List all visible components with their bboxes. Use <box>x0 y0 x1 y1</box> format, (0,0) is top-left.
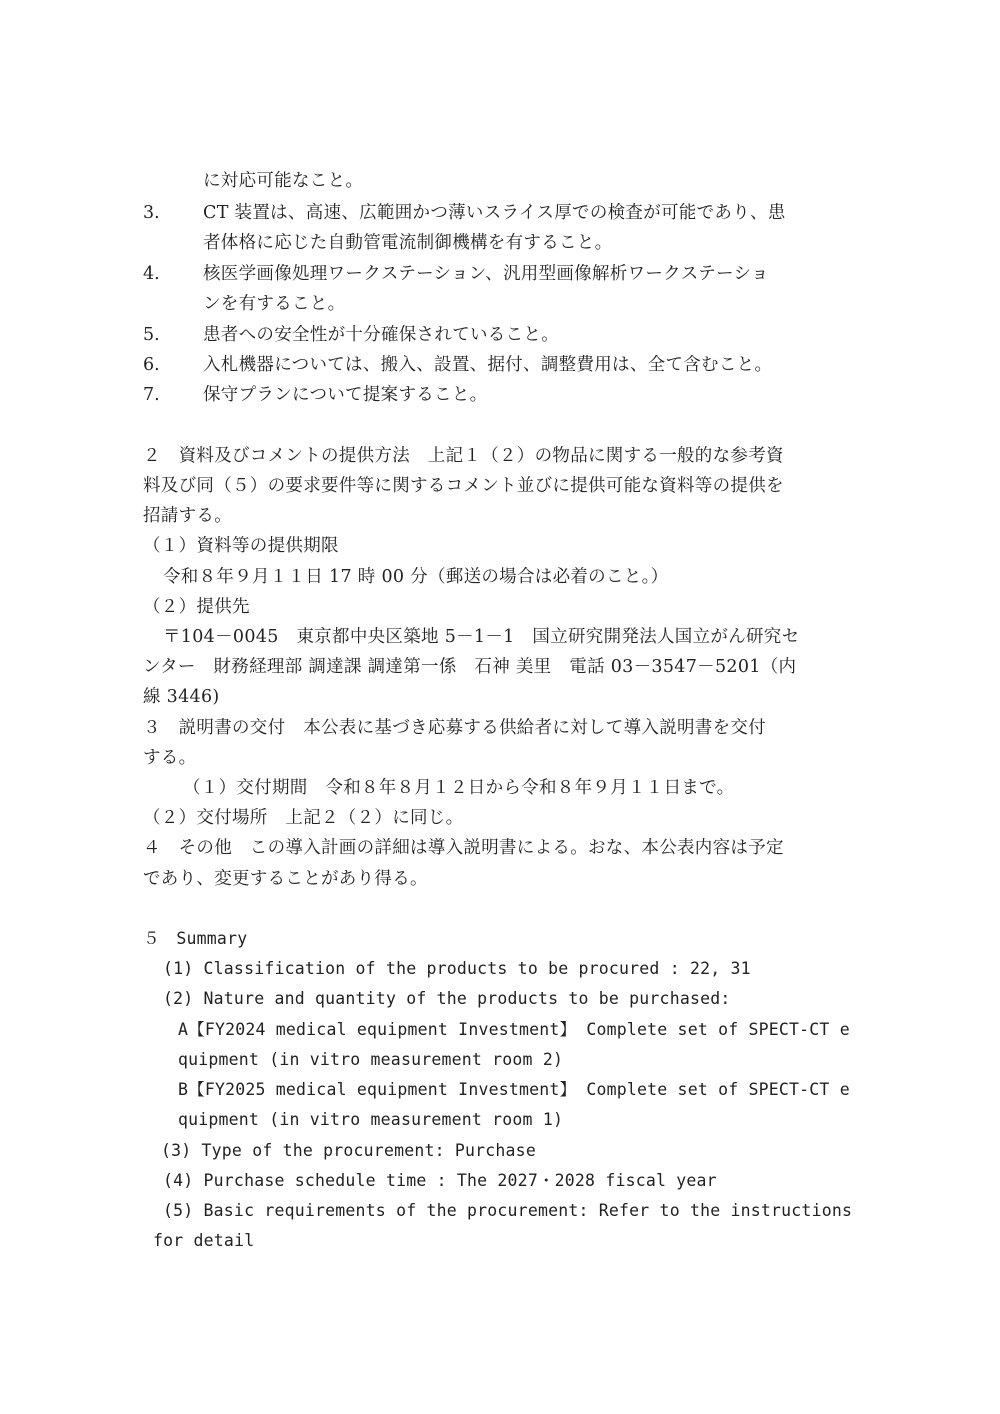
spec-item-4-line-1: 核医学画像処理ワークステーション、汎用型画像解析ワークステーショ <box>203 264 769 284</box>
summary-item-a-line-2: quipment (in vitro measurement room 2) <box>178 1050 564 1069</box>
section-2-sub-1-heading: （１）資料等の提供期限 <box>143 536 339 556</box>
section-2-line-1: ２ 資料及びコメントの提供方法 上記１（２）の物品に関する一般的な参考資 <box>143 446 784 466</box>
spec-item-3-line-1: CT 装置は、高速、広範囲かつ薄いスライス厚での検査が可能であり、患 <box>203 203 786 223</box>
summary-item-3: (3) Type of the procurement: Purchase <box>161 1141 536 1160</box>
summary-item-b-line-2: quipment (in vitro measurement room 1) <box>178 1110 564 1129</box>
spec-item-5-number: 5. <box>143 325 160 345</box>
summary-item-1: (1) Classification of the products to be procured : 22, 31 <box>163 959 751 978</box>
section-2-line-3: 招請する。 <box>143 506 232 526</box>
section-2-line-2: 料及び同（５）の要求要件等に関するコメント並びに提供可能な資料等の提供を <box>143 476 784 496</box>
section-2-address-line-3: 線 3446) <box>143 687 220 707</box>
spec-item-6-text: 入札機器については、搬入、設置、据付、調整費用は、全て含むこと。 <box>203 355 773 375</box>
spec-item-3-number: 3. <box>143 203 160 223</box>
section-3-sub-2: （２）交付場所 上記２（２）に同じ。 <box>143 808 464 828</box>
summary-item-2: (2) Nature and quantity of the products to be purchased: <box>163 989 731 1008</box>
spec-continuation-text: に対応可能なこと。 <box>203 171 364 191</box>
section-4-line-1: ４ その他 この導入計画の詳細は導入説明書による。おな、本公表内容は予定 <box>143 838 784 858</box>
section-4-line-2: であり、変更することがあり得る。 <box>143 869 428 889</box>
spec-item-6-number: 6. <box>143 355 160 375</box>
spec-item-3-line-2: 者体格に応じた自動管電流制御機構を有すること。 <box>203 233 613 253</box>
section-3-line-2: する。 <box>143 748 197 768</box>
spec-item-7-text: 保守プランについて提案すること。 <box>203 385 488 405</box>
section-3-sub-1: （１）交付期間 令和８年８月１２日から令和８年９月１１日まで。 <box>183 778 735 798</box>
section-5-heading: ５ Summary <box>143 929 248 948</box>
section-2-address-line-1: 〒104－0045 東京都中央区築地 5－1－1 国立研究開発法人国立がん研究セ <box>163 627 800 647</box>
summary-item-5-line-2: for detail <box>153 1231 255 1250</box>
section-2-sub-1-text: 令和８年９月１１日 17 時 00 分（郵送の場合は必着のこと。） <box>163 567 669 587</box>
spec-item-4-line-2: ンを有すること。 <box>203 294 346 314</box>
spec-item-4-number: 4. <box>143 264 160 284</box>
summary-item-5-line-1: (5) Basic requirements of the procurement: Refer to the instructions <box>163 1201 853 1220</box>
section-3-line-1: ３ 説明書の交付 本公表に基づき応募する供給者に対して導入説明書を交付 <box>143 718 766 738</box>
spec-item-5-text: 患者への安全性が十分確保されていること。 <box>203 325 559 345</box>
summary-item-4: (4) Purchase schedule time : The 2027・2028 fiscal year <box>163 1171 717 1190</box>
summary-item-a-line-1: A【FY2024 medical equipment Investment】 Complete set of SPECT-CT e <box>178 1020 850 1039</box>
summary-item-b-line-1: B【FY2025 medical equipment Investment】 Complete set of SPECT-CT e <box>178 1080 850 1099</box>
section-2-address-line-2: ンター 財務経理部 調達課 調達第一係 石神 美里 電話 03－3547－5201（内 <box>143 657 797 677</box>
section-2-sub-2-heading: （２）提供先 <box>143 597 250 617</box>
spec-item-7-number: 7. <box>143 385 160 405</box>
